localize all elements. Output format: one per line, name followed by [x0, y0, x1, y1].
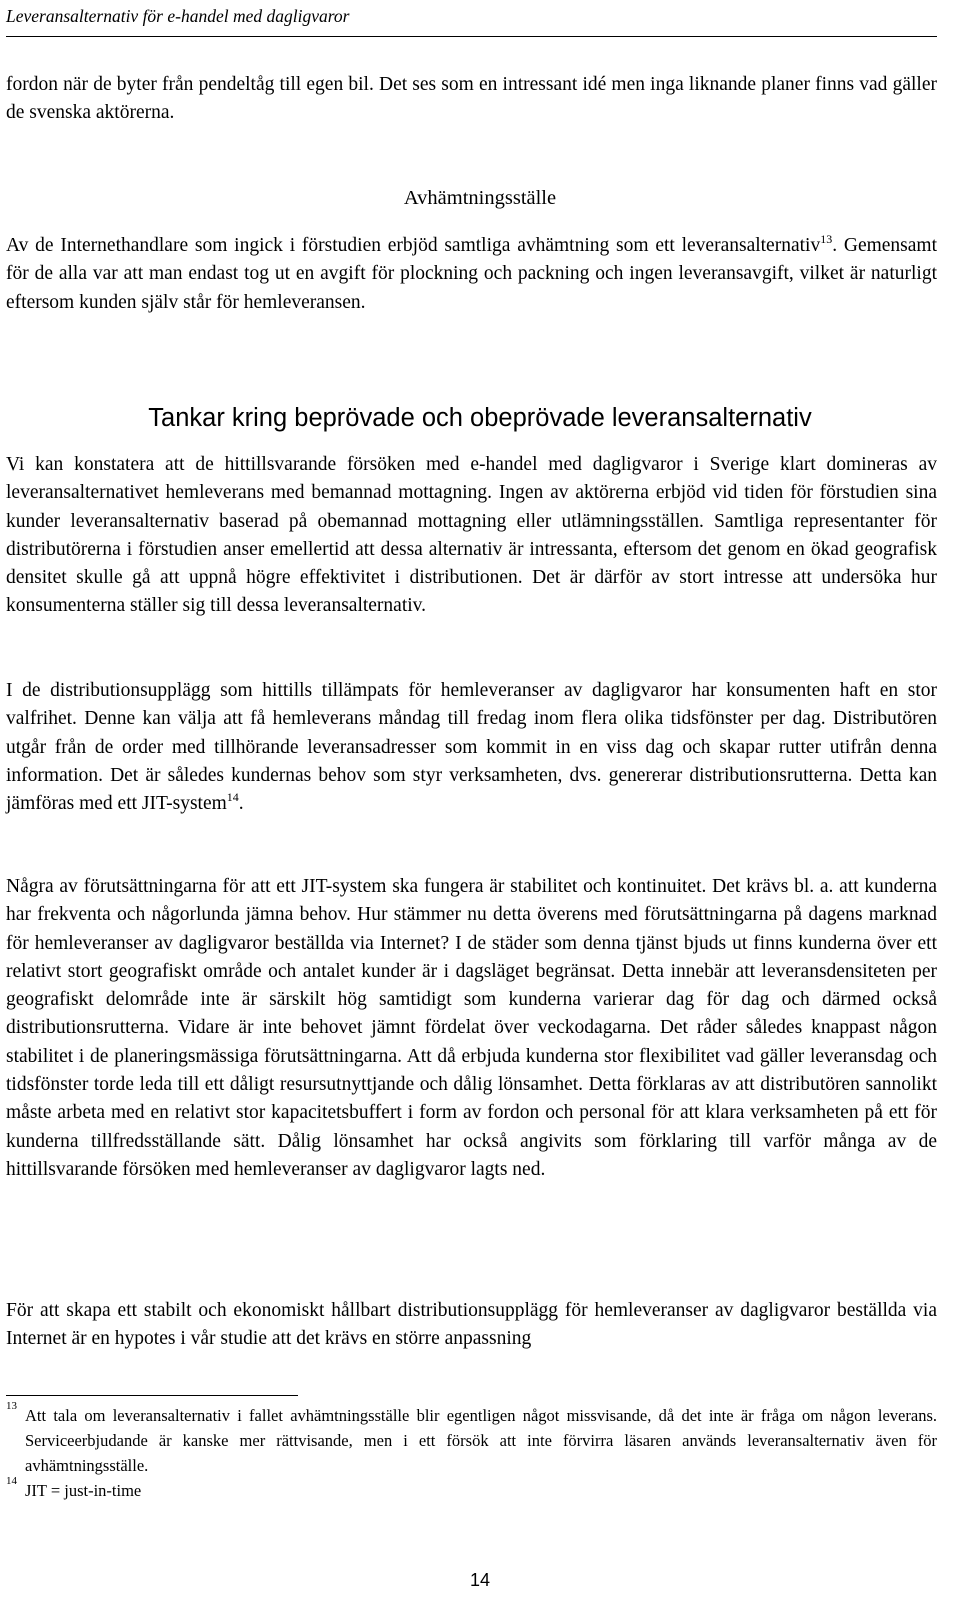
pickup-text-start: Av de Internethandlare som ingick i förstudien erbjöd samtliga avhämtning som ett leveransalternativ	[6, 235, 821, 256]
paragraph-text: För att skapa ett stabilt och ekonomiskt hållbart distributionsupplägg för hemleveranser av dagligvaror beställda via Internet är en hypotes i vår studie att det krävs en större anpassning	[6, 1300, 937, 1350]
intro-text: fordon när de byter från pendeltåg till egen bil. Det ses som en intressant idé men inga liknande planer finns vad gäller de svenska aktörerna.	[6, 74, 937, 124]
pickup-paragraph	[6, 232, 937, 317]
chapter-paragraph-1	[6, 451, 937, 621]
running-header: Leveransalternativ för e-handel med dagligvaror	[6, 6, 350, 26]
footnote-14	[6, 1475, 937, 1503]
chapter-paragraph-4	[6, 1297, 937, 1354]
pickup-text-end: . Gemensamt för de alla var att man endast tog ut en avgift för plockning och packning och ingen leveransavgift, vilket är naturligt eftersom kunden själv står för hemleveransen.	[6, 235, 937, 313]
footnote-number: 14	[6, 1475, 17, 1487]
footnote-rule	[6, 1395, 298, 1396]
section-heading-pickup: Avhämtningsställe	[403, 187, 557, 209]
footnote-text: JIT = just-in-time	[25, 1481, 142, 1500]
footnote-ref-13: 13	[820, 231, 833, 246]
footnotes	[6, 1400, 937, 1503]
footnote-number: 13	[6, 1400, 17, 1412]
paragraph-2-body: I de distributionsupplägg som hittills tillämpats för hemleveranser av dagligvaror har konsumenten haft en stor valfrihet. Denne kan välja att få hemleverans måndag till fredag inom flera olika tidsfönster per dag. Distributören utgår från de order med tillhörande leveransadresser som kommit in en viss dag och skapar rutter utifrån denna information. Det är således kundernas behov som styr verksamheten, dvs. genererar distributionsrutterna. Detta kan jämföras med ett JIT-system	[6, 680, 937, 815]
intro-paragraph	[6, 71, 937, 128]
footnote-ref-14: 14	[226, 789, 239, 804]
chapter-paragraph-3	[6, 873, 937, 1184]
paragraph-text: Några av förutsättningarna för att ett JIT-system ska fungera är stabilitet och kontinuitet. Det krävs bl. a. att kunderna har frekventa och någorlunda jämna behov. Hur stämmer nu detta överens med förutsättningarna på dagens marknad för hemleveranser av dagligvaror beställda via Internet? I de städer som denna tjänst bjuds ut finns kunderna över ett relativt stort geografiskt område och antalet kunder är i dagsläget begränsat. Detta innebär att leveransdensiteten per geografiskt delområde inte är särskilt hög samtidigt som kunderna varierar dag för dag och därmed också distributionsrutterna. Vidare är inte behovet jämnt fördelat över veckodagarna. Det råder således knappast någon stabilitet i de planeringsmässiga förutsättningarna. Att då erbjuda kunderna stor flexibilitet vad gäller leveransdag och tidsfönster torde leda till ett dåligt resursutnyttjande och dålig lönsamhet. Detta förklaras av att distributören sannolikt måste arbeta med en relativt stor kapacitetsbuffert i form av fordon och personal för att klara verksamheten på ett för kunderna tillfredsställande sätt. Dålig lönsamhet har också angivits som förklaring till varför många av de hittillsvarande försöken med hemleveranser av dagligvaror lagts ned.	[6, 876, 937, 1180]
paragraph-text	[6, 677, 937, 818]
chapter-paragraph-2	[6, 677, 937, 818]
footnote-13	[6, 1400, 937, 1478]
footnote-text: Att tala om leveransalternativ i fallet avhämtningsställe blir egentligen något missvisande, då det inte är fråga om någon leverans. Serviceerbjudande är kanske mer rättvisande, men i ett försök att inte förvirra läsaren används leveransalternativ även för avhämtningsställe.	[25, 1406, 937, 1475]
page-number: 14	[469, 1570, 491, 1590]
header-rule	[6, 36, 937, 37]
paragraph-text: Vi kan konstatera att de hittillsvarande försöken med e-handel med dagligvaror i Sverige klart domineras av leveransalternativet hemleverans med bemannad mottagning. Ingen av aktörerna erbjöd vid tiden för förstudien sina kunder leveransalternativ baserad på obemannad mottagning eller utlämningsställen. Samtliga representanter för distributörerna i förstudien anser emellertid att dessa alternativ är intressanta, eftersom det genom en ökad geografisk densitet skulle gå att uppnå högre effektivitet i distributionen. Det är därför av stort intresse att undersöka hur konsumenterna ställer sig till dessa leveransalternativ.	[6, 454, 937, 617]
chapter-heading: Tankar kring beprövade och obeprövade leveransalternativ	[148, 404, 812, 432]
paragraph-2-period: .	[238, 793, 244, 815]
pickup-text	[6, 232, 937, 317]
